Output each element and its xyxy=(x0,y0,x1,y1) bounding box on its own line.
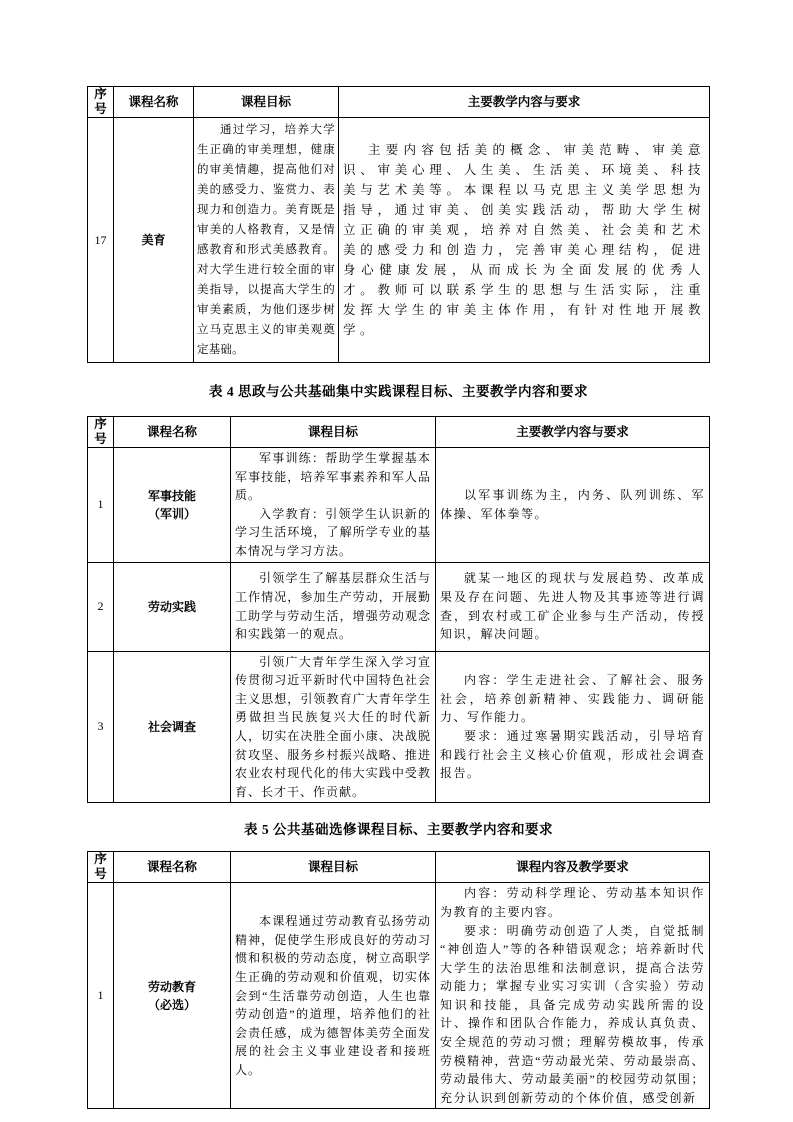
content-paragraph-1: 内容：学生走进社会、了解社会、服务社会，培养创新精神、实践能力、调研能力、写作能力。 xyxy=(440,673,705,725)
table-aesthetic-header xyxy=(88,87,710,118)
content-paragraph-2: 要求：通过寒暑期实践活动，引导培育和践行社会主义核心价值观，形成社会调查报告。 xyxy=(440,728,705,781)
course-name-text: 美育 xyxy=(141,233,166,247)
table-row xyxy=(88,118,710,363)
cell-course-goal xyxy=(231,562,436,651)
goal-paragraph-1: 引领广大青年学生深入学习宣传贯彻习近平新时代中国特色社会主义思想，引领教育广大青年学生勇做担当民族复兴大任的时代新人，切实在决胜全面小康、决战脱贫攻坚、服务乡村振兴战略、推进农业农村现代化的伟大实践中受教育、长才干、作贡献。 xyxy=(235,654,431,799)
cell-course-content-req xyxy=(436,883,710,1109)
goal-paragraph: 本课程通过劳动教育弘扬劳动精神，促使学生形成良好的劳动习惯和积极的劳动态度，树立高职学生正确的劳动观和价值观，切实体会到“生活靠劳动创造，人生也靠劳动创造”的道理，培养他们的社会责任感，成为德智体美劳全面发展的社会主义事业建设者和接班人。 xyxy=(235,914,431,1077)
table5-title: 表 5 公共基础选修课程目标、主要教学内容和要求 xyxy=(244,822,553,838)
course-name-line1: 社会调查 xyxy=(147,719,196,734)
goal-paragraph-1: 引领学生了解基层群众生活与工作情况，参加生产劳动，开展勤工助学与劳动生活，增强劳动观念和实践第一的观点。 xyxy=(235,571,431,642)
content-paragraph: 主要内容包括美的概念、审美范畴、审美意识、审美心理、人生美、生活美、环境美、科技美与艺术美等。本课程以马克思主义美学思想为指导，通过审美、创美实践活动，帮助大学生树立正确的审美观，培养对自然美、社会美和艺术美的感受力和创造力，完善审美心理结构，促进身心健康发展，从而成长为全面发展的优秀人才。教师可以联系学生的思想与生活实际，注重发挥大学生的审美主体作用，有针对性地开展教学。 xyxy=(343,143,705,337)
header-course-goal: 课程目标 xyxy=(194,87,339,118)
table4-header xyxy=(88,417,710,448)
header-no: 序号 xyxy=(88,852,114,883)
table-row-labor-practice xyxy=(88,562,710,651)
header-course-name: 课程名称 xyxy=(114,87,194,118)
cell-course-name xyxy=(114,448,231,563)
cell-no: 1 xyxy=(88,448,114,563)
header-row xyxy=(88,87,710,118)
cell-course-name xyxy=(114,562,231,651)
course-name-line2: （军训） xyxy=(147,506,196,521)
cell-course-goal xyxy=(194,118,339,363)
cell-teaching-content xyxy=(339,118,710,363)
header-row xyxy=(88,852,710,883)
cell-no: 1 xyxy=(88,883,114,1109)
table-row-military xyxy=(88,448,710,563)
course-name-line1: 劳动教育 xyxy=(147,979,196,994)
cell-teaching-content xyxy=(436,562,710,651)
cell-teaching-content xyxy=(436,651,710,803)
table-row-labor-education xyxy=(88,883,710,1109)
header-course-name: 课程名称 xyxy=(114,417,231,448)
cell-course-goal xyxy=(231,448,436,563)
course-name-line1: 军事技能 xyxy=(147,488,196,503)
course-name-line2: （必选） xyxy=(147,997,196,1012)
header-course-name: 课程名称 xyxy=(114,852,231,883)
cell-teaching-content xyxy=(436,448,710,563)
content-paragraph-1: 内容：劳动科学理论、劳动基本知识作为教育的主要内容。 xyxy=(440,886,705,919)
table-4-practice-courses xyxy=(87,416,710,803)
cell-course-name xyxy=(114,651,231,803)
cell-course-name xyxy=(114,118,194,363)
cell-no: 3 xyxy=(88,651,114,803)
table5-header xyxy=(88,852,710,883)
header-course-goal: 课程目标 xyxy=(231,417,436,448)
goal-paragraph: 通过学习，培养大学生正确的审美理想，健康的审美情趣，提高他们对美的感受力、鉴赏力、表现力和创造力。美育既是审美的人格教育，又是情感教育和形式美感教育。对大学生进行较全面的审美指导，以提高大学生的审美素质，为他们逐步树立马克思主义的审美观奠定基础。 xyxy=(197,124,335,356)
cell-no: 2 xyxy=(88,562,114,651)
header-teaching-content: 主要教学内容与要求 xyxy=(339,87,710,118)
content-paragraph: 就某一地区的现状与发展趋势、改革成果及存在问题、先进人物及其事迹等进行调查，到农村或工矿企业参与生产活动，传授知识，解决问题。 xyxy=(440,571,705,642)
goal-paragraph-2: 入学教育：引领学生认识新的学习生活环境，了解所学专业的基本情况与学习方法。 xyxy=(235,506,431,558)
course-name-line1: 劳动实践 xyxy=(147,599,196,614)
header-course-goal: 课程目标 xyxy=(231,852,436,883)
table4-title: 表 4 思政与公共基础集中实践课程目标、主要教学内容和要求 xyxy=(209,384,588,399)
header-no: 序号 xyxy=(88,87,114,118)
cell-course-goal xyxy=(231,651,436,803)
content-paragraph: 以军事训练为主，内务、队列训练、军体操、军体拳等。 xyxy=(440,488,705,521)
header-course-content-req: 课程内容及教学要求 xyxy=(436,852,710,883)
header-no: 序号 xyxy=(88,417,114,448)
table-5-elective-courses xyxy=(87,851,710,1109)
header-row xyxy=(88,417,710,448)
goal-paragraph-1: 军事训练：帮助学生掌握基本军事技能，培养军事素养和军人品质。 xyxy=(235,451,431,503)
table-row-social-survey xyxy=(88,651,710,803)
cell-course-name xyxy=(114,883,231,1109)
content-paragraph-2: 要求：明确劳动创造了人类，自觉抵制“神创造人”等的各种错误观念；培养新时代大学生的法治思维和法制意识，提高合法劳动能力；掌握专业实习实训（含实验）劳动知识和技能，具备完成劳动实践所需的设计、操作和团队合作能力，养成认真负责、安全规范的劳动习惯；理解劳模故事，传承劳模精神，营造“劳动最光荣、劳动最崇高、劳动最伟大、劳动最美丽”的校园劳动氛围；充分认识到创新劳动的个体价值，感受创新 xyxy=(440,923,705,1105)
cell-course-goal xyxy=(231,883,436,1109)
cell-no: 17 xyxy=(88,118,114,363)
table-aesthetic-education xyxy=(87,86,710,363)
header-teaching-content: 主要教学内容与要求 xyxy=(436,417,710,448)
